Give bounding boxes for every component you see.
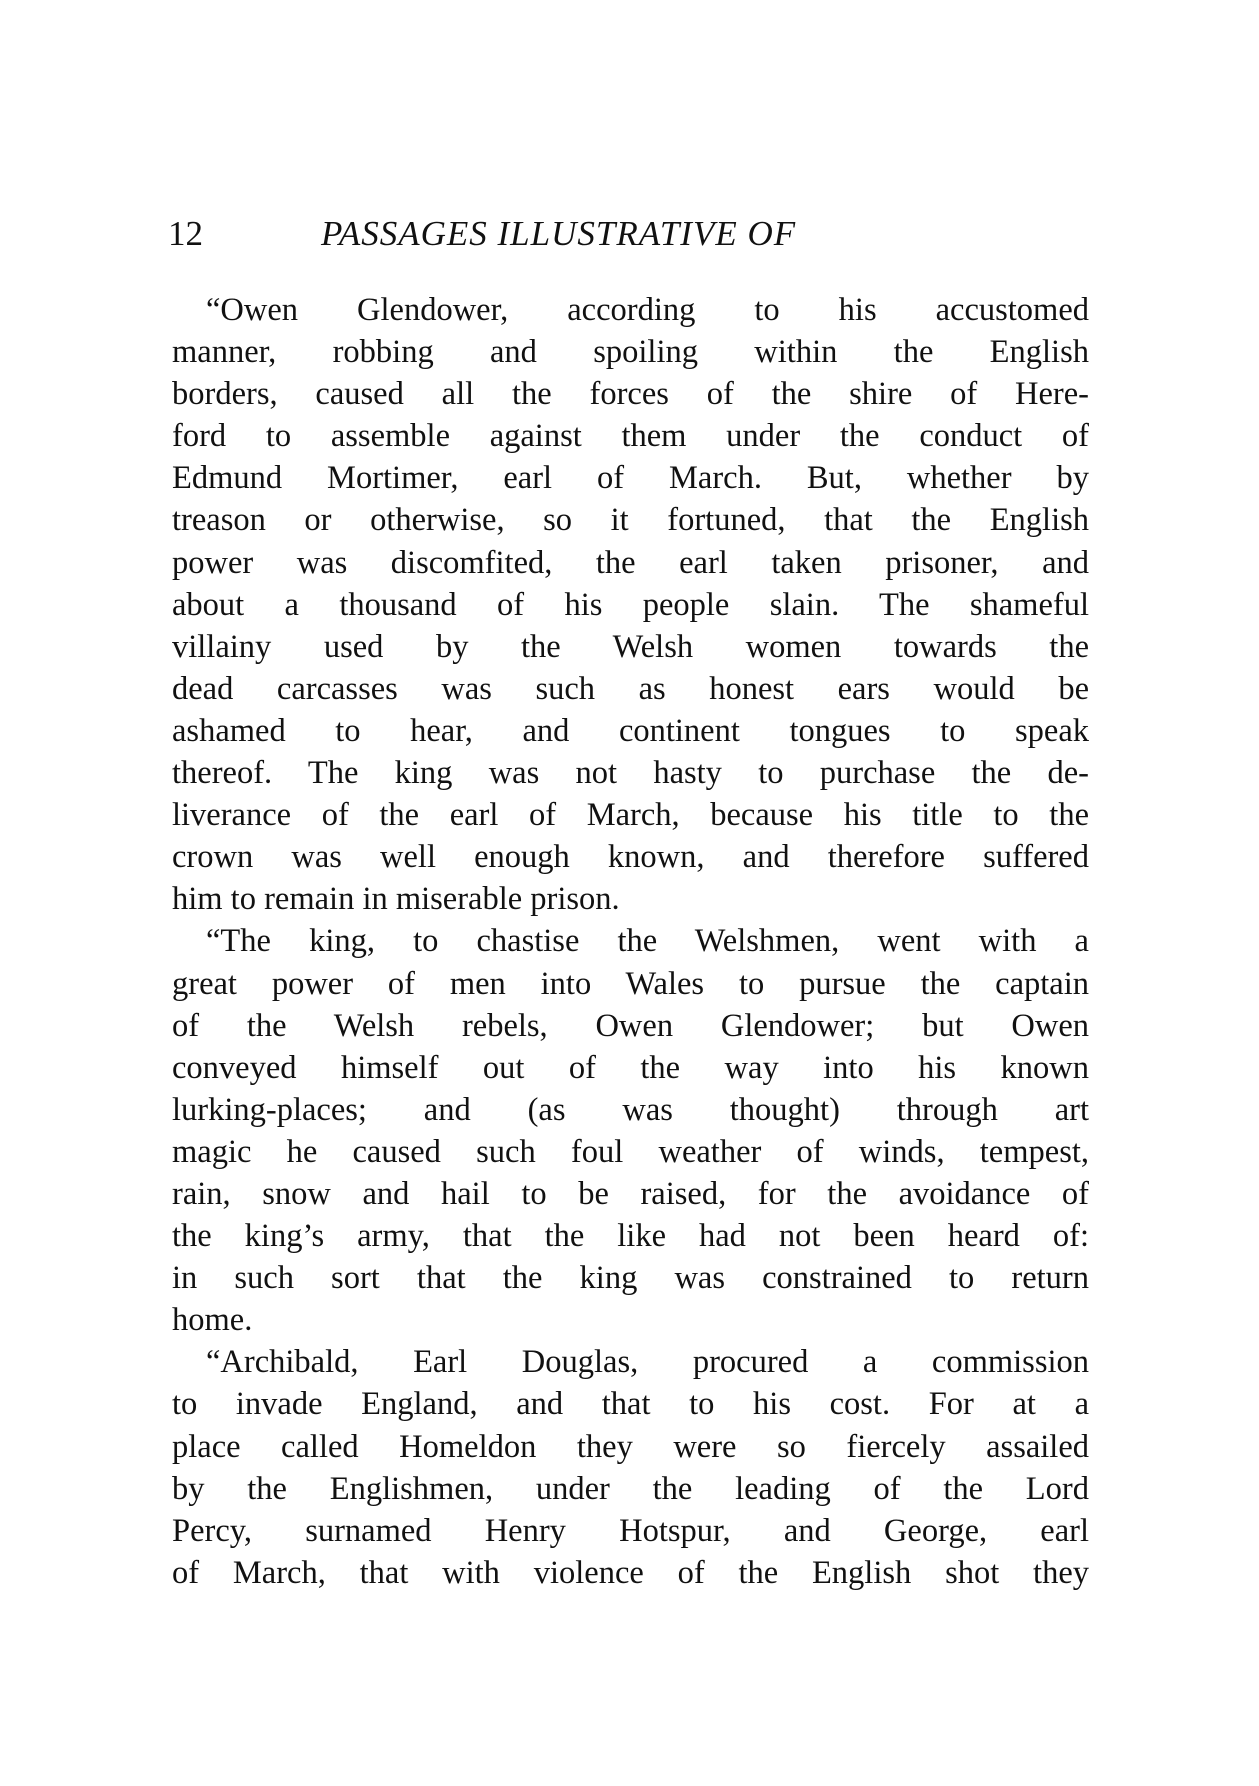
text-line: “Owen Glendower, according to his accustomed — [206, 292, 1089, 328]
text-line: “Archibald, Earl Douglas, procured a commission — [206, 1344, 1089, 1381]
text-line: him to remain in miserable prison. — [172, 881, 620, 918]
text-line: borders, caused all the forces of the shire of Here- — [172, 376, 1089, 413]
page-number: 12 — [168, 214, 203, 253]
text-line: to invade England, and that to his cost. For at a — [172, 1386, 1089, 1423]
text-line: conveyed himself out of the way into his known — [172, 1049, 1089, 1086]
text-line: lurking-places; and (as was thought) through art — [172, 1091, 1089, 1128]
text-line: villainy used by the Welsh women towards the — [172, 628, 1089, 665]
text-line: “The king, to chastise the Welshmen, went with a — [206, 923, 1089, 960]
text-line: Percy, surnamed Henry Hotspur, and George, earl — [172, 1512, 1089, 1549]
running-head — [168, 212, 1088, 256]
text-line: magic he caused such foul weather of winds, tempest, — [172, 1133, 1089, 1170]
text-line: ashamed to hear, and continent tongues to speak — [172, 712, 1089, 749]
text-line: great power of men into Wales to pursue the captain — [172, 965, 1089, 1002]
text-line: thereof. The king was not hasty to purchase the de- — [172, 755, 1089, 792]
text-line: in such sort that the king was constrained to return — [172, 1260, 1089, 1297]
text-line: of March, that with violence of the English shot they — [172, 1554, 1089, 1591]
text-line: liverance of the earl of March, because his title to the — [172, 797, 1089, 834]
text-line: rain, snow and hail to be raised, for the avoidance of — [172, 1175, 1089, 1212]
text-line: power was discomfited, the earl taken prisoner, and — [172, 544, 1089, 581]
text-line: about a thousand of his people slain. The shameful — [172, 586, 1089, 623]
text-line: ford to assemble against them under the conduct of — [172, 418, 1089, 455]
text-line: dead carcasses was such as honest ears would be — [172, 670, 1089, 707]
text-line: by the Englishmen, under the leading of the Lord — [172, 1470, 1089, 1507]
text-line: crown was well enough known, and therefore suffered — [172, 839, 1089, 876]
text-line: place called Homeldon they were so fiercely assailed — [172, 1428, 1089, 1465]
body-text — [172, 289, 1089, 1594]
text-line: Edmund Mortimer, earl of March. But, whether by — [172, 460, 1089, 497]
running-title: PASSAGES ILLUSTRATIVE OF — [321, 214, 797, 253]
text-line: manner, robbing and spoiling within the English — [172, 334, 1089, 371]
text-line: treason or otherwise, so it fortuned, that the English — [172, 502, 1089, 539]
text-line: the king’s army, that the like had not been heard of: — [172, 1218, 1089, 1255]
text-line: home. — [172, 1302, 253, 1339]
text-line: of the Welsh rebels, Owen Glendower; but Owen — [172, 1007, 1089, 1044]
